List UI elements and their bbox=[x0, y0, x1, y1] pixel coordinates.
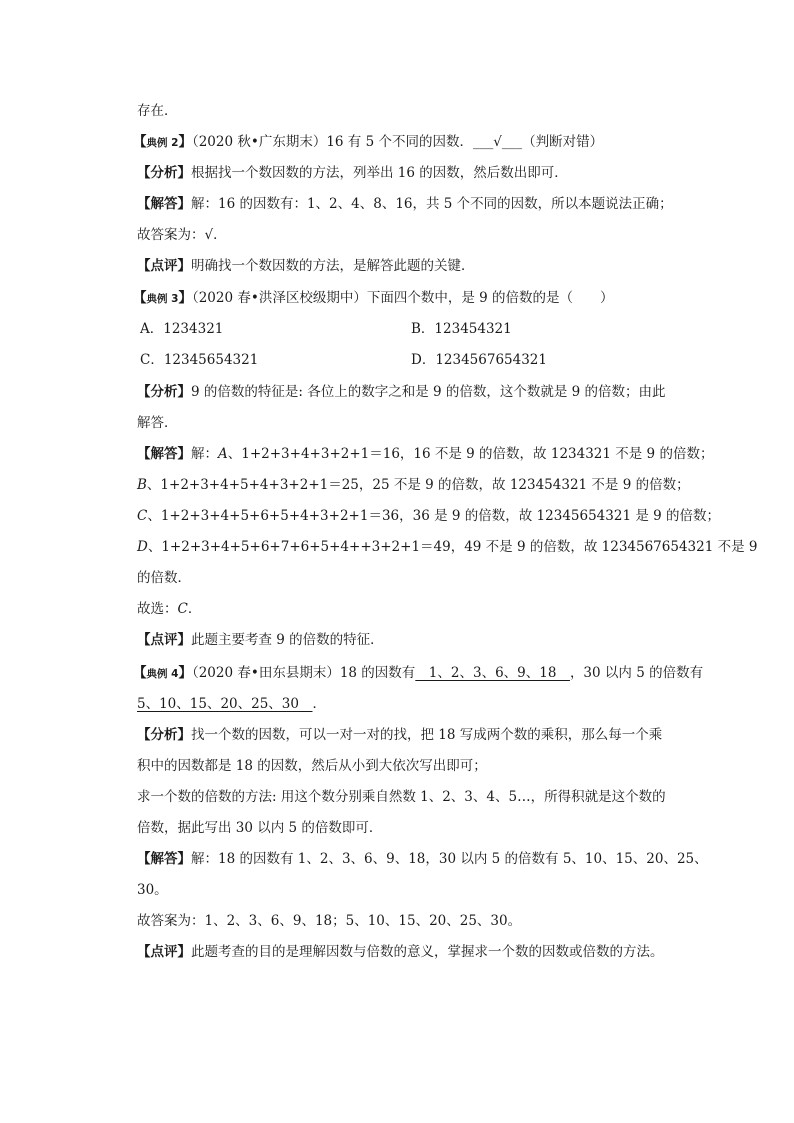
example-4-question: 【典例 4】（2020 春•田东县期末）18 的因数有 1、2、3、6、9、18 ，30 以内 5 的倍数有 bbox=[133, 665, 704, 681]
example-4-question-cont: 5、10、15、20、25、30 ． bbox=[137, 696, 326, 712]
example-2-answer-line: 故答案为：√． bbox=[137, 227, 227, 243]
blank-factors: 1、2、3、6、9、18 bbox=[415, 665, 570, 681]
example-3-solution-d-cont: 的倍数． bbox=[137, 570, 191, 586]
option-a: A．1234321 bbox=[140, 321, 224, 337]
example-3-comment: 【点评】此题主要考查 9 的倍数的特征． bbox=[137, 632, 384, 648]
example-4-tag: 典例 4 bbox=[146, 668, 179, 680]
example-2-solution: 【解答】解：16 的因数有：1、2、4、8、16，共 5 个不同的因数，所以本题说法正确； bbox=[137, 196, 673, 212]
example-4-analysis-2: 积中的因数都是 18 的因数，然后从小到大依次写出即可； bbox=[137, 758, 487, 774]
example-4-solution-cont: 30。 bbox=[137, 882, 168, 898]
example-3-analysis: 【分析】9 的倍数的特征是: 各位上的数字之和是 9 的倍数，这个数就是 9 的倍数；由此 bbox=[137, 384, 666, 400]
example-2-tag: 典例 2 bbox=[146, 137, 179, 149]
option-d: D．1234567654321 bbox=[411, 352, 547, 368]
example-3-choose: 故选：C． bbox=[137, 601, 202, 617]
example-3-solution-c: C、1+2+3+4+5+6+5+4+3+2+1＝36，36 是 9 的倍数，故 12345654321 是 9 的倍数； bbox=[137, 508, 720, 524]
example-2-comment: 【点评】明确找一个数因数的方法，是解答此题的关键． bbox=[137, 258, 475, 274]
example-3-solution-b: B、1+2+3+4+5+4+3+2+1＝25，25 不是 9 的倍数，故 123454321 不是 9 的倍数； bbox=[137, 477, 690, 493]
example-3-tag: 典例 3 bbox=[146, 293, 179, 305]
option-c: C．12345654321 bbox=[140, 352, 259, 368]
example-4-analysis-4: 倍数，据此写出 30 以内 5 的倍数即可． bbox=[137, 820, 383, 836]
example-2-answer: ___√___ bbox=[472, 134, 523, 150]
example-2-analysis: 【分析】根据找一个数因数的方法，列举出 16 的因数，然后数出即可． bbox=[137, 165, 568, 181]
example-4-analysis: 【分析】找一个数的因数，可以一对一对的找，把 18 写成两个数的乘积，那么每一个乘 bbox=[137, 727, 663, 743]
option-b: B．123454321 bbox=[411, 321, 512, 337]
example-4-solution: 【解答】解：18 的因数有 1、2、3、6、9、18，30 以内 5 的倍数有 5、10、15、20、25、 bbox=[137, 851, 708, 867]
example-3-solution-a: 【解答】解：A、1+2+3+4+3+2+1＝16，16 不是 9 的倍数，故 1234321 不是 9 的倍数； bbox=[137, 446, 714, 462]
example-3-solution-d: D、1+2+3+4+5+6+7+6+5+4++3+2+1＝49，49 不是 9 的倍数，故 1234567654321 不是 9 bbox=[137, 539, 758, 555]
example-3-question: 【典例 3】（2020 春•洪泽区校级期中）下面四个数中，是 9 的倍数的是（ ） bbox=[133, 290, 614, 306]
example-2-question: 【典例 2】（2020 秋•广东期末）16 有 5 个不同的因数．___√___（判断对错） bbox=[133, 134, 604, 150]
continued-text: 存在． bbox=[137, 103, 178, 119]
blank-multiples: 5、10、15、20、25、30 bbox=[137, 696, 313, 712]
example-4-analysis-3: 求一个数的倍数的方法: 用这个数分别乘自然数 1、2、3、4、5…，所得积就是这个数的 bbox=[137, 789, 666, 805]
example-4-answer-line: 故答案为：1、2、3、6、9、18；5、10、15、20、25、30。 bbox=[137, 913, 522, 929]
example-4-comment: 【点评】此题考查的目的是理解因数与倍数的意义，掌握求一个数的因数或倍数的方法。 bbox=[137, 944, 664, 960]
example-3-analysis-cont: 解答． bbox=[137, 415, 178, 431]
